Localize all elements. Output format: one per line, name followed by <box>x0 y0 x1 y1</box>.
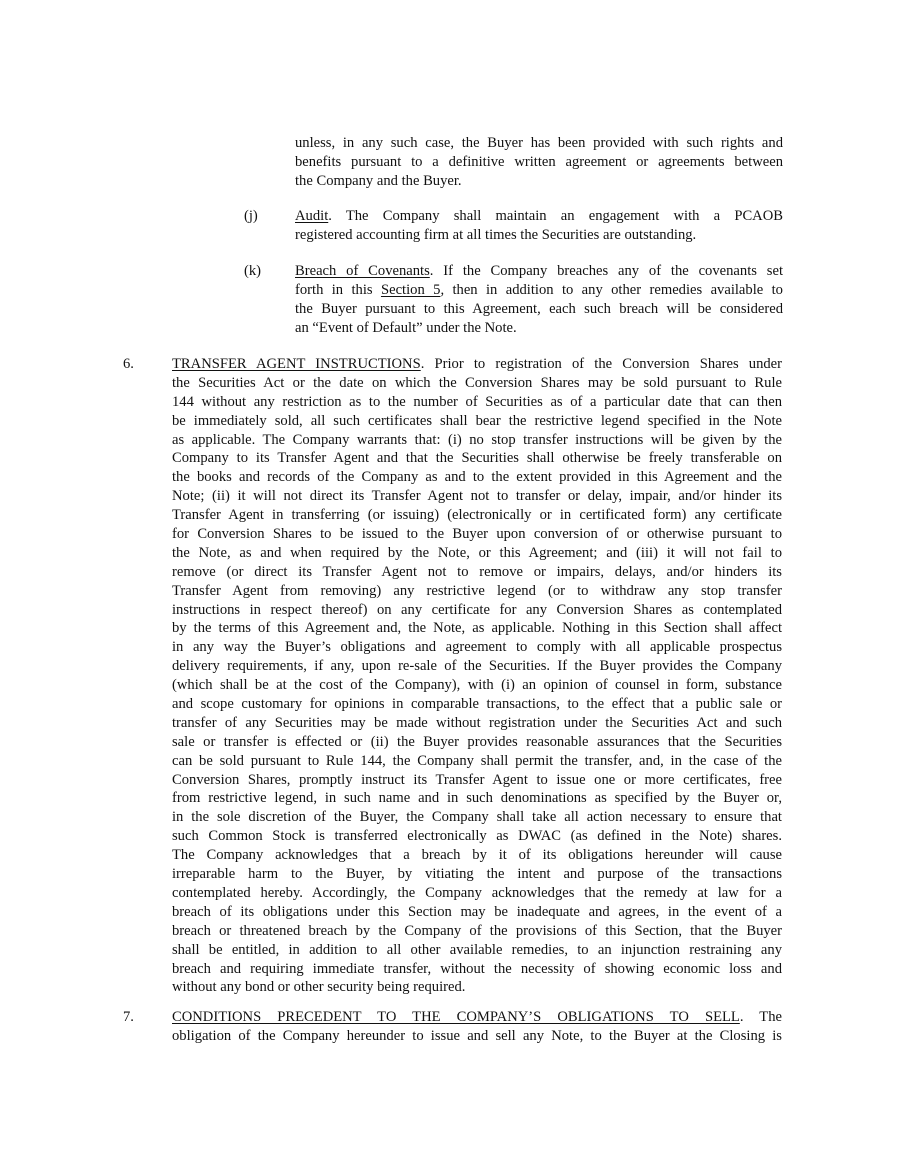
subsection-title-audit: Audit <box>295 208 329 224</box>
text-line: the Buyer pursuant to this Agreement, each such breach will be considered <box>295 300 783 317</box>
subsection-continuation <box>295 134 783 191</box>
subsection-label-k: (k) <box>244 263 262 279</box>
section-title-transfer-agent-instructions: TRANSFER AGENT INSTRUCTIONS <box>172 356 421 372</box>
text-fragment: forth in this <box>295 281 381 298</box>
text-line: shall be entitled, in addition to all other available remedies, to an injunction restraining any <box>172 941 782 958</box>
text-line: for Conversion Shares to be issued to the Buyer upon conversion of or otherwise pursuant to <box>172 526 782 543</box>
section-reference-link: Section 5 <box>380 281 441 298</box>
text-line: instructions in respect thereof) on any certificate for any Conversion Shares as contemplated <box>172 601 782 618</box>
section-7-conditions-precedent <box>172 1008 782 1046</box>
text-line: irreparable harm to the Buyer, by vitiating the intent and purpose of the transactions <box>172 866 782 883</box>
text-line: from restrictive legend, in such name and in such denominations as specified by the Buyer or, <box>172 790 782 807</box>
text-line: breach and requiring immediate transfer, without the necessity of showing economic loss and <box>172 960 782 977</box>
text-line: sale or transfer is effected or (ii) the Buyer provides reasonable assurances that the Securities <box>172 733 782 750</box>
text-line: Note; (ii) it will not direct its Transfer Agent not to transfer or delay, impair, and/or hinder its <box>172 488 782 505</box>
text-line: breach or threatened breach by the Company of the provisions of this Section, that the Buyer <box>172 922 782 939</box>
text-line: in the sole discretion of the Buyer, the Company shall take all action necessary to ensure that <box>172 809 782 826</box>
text-line: The Company acknowledges that a breach by it of its obligations hereunder will cause <box>172 847 782 864</box>
text-fragment: . The Company shall maintain an engagement with a PCAOB <box>328 208 783 224</box>
text-line: Conversion Shares, promptly instruct its Transfer Agent to issue one or more certificates, free <box>172 771 782 788</box>
text-line: delivery requirements, if any, upon re-sale of the Securities. If the Buyer provides the Company <box>172 658 782 675</box>
text-line: be immediately sold, all such certificates shall bear the restrictive legend specified in the Note <box>172 412 782 429</box>
text-line: and scope customary for opinions in comparable transactions, to the effect that a public sale or <box>172 696 782 713</box>
text-line: registered accounting firm at all times the Securities are outstanding. <box>295 226 697 243</box>
text-line: 144 without any restriction as to the number of Securities as of a particular date that can then <box>172 393 782 410</box>
section-title-conditions-precedent: CONDITIONS PRECEDENT TO THE COMPANY’S OBLIGATIONS TO SELL <box>172 1009 740 1025</box>
text-fragment: . If the Company breaches any of the covenants set <box>429 263 783 279</box>
subsection-j <box>295 207 783 245</box>
text-line: (which shall be at the cost of the Company), with (i) an opinion of counsel in form, substance <box>172 677 782 694</box>
text-line: remove (or direct its Transfer Agent not to remove or impairs, delays, and/or hinders its <box>172 563 782 580</box>
text-fragment: . The <box>739 1009 782 1025</box>
text-fragment: . Prior to registration of the Conversion Shares under <box>420 356 782 372</box>
subsection-k <box>295 262 783 338</box>
section-number-7: 7. <box>123 1009 134 1025</box>
text-line: unless, in any such case, the Buyer has been provided with such rights and <box>295 135 783 151</box>
subsection-title-breach-of-covenants: Breach of Covenants <box>295 263 430 279</box>
text-line: Company to its Transfer Agent and that the Securities shall otherwise be freely transferable on <box>172 450 782 467</box>
subsection-label-j: (j) <box>244 208 258 224</box>
text-fragment: , then in addition to any other remedies available to <box>440 281 783 298</box>
text-line: transfer of any Securities may be made without registration under the Securities Act and such <box>172 714 782 731</box>
text-line: as applicable. The Company warrants that: (i) no stop transfer instructions will be given by the <box>172 431 782 448</box>
text-line: by the terms of this Agreement and, the Note, as applicable. Nothing in this Section shall affect <box>172 620 782 637</box>
text-line: the books and records of the Company as and to the extent provided in this Agreement and the <box>172 469 782 486</box>
text-line: obligation of the Company hereunder to issue and sell any Note, to the Buyer at the Closing is <box>172 1027 782 1044</box>
section-number-6: 6. <box>123 356 134 372</box>
text-line: the Note, as and when required by the Note, or this Agreement; and (iii) it will not fail to <box>172 544 782 561</box>
text-line: benefits pursuant to a definitive written agreement or agreements between <box>295 153 783 170</box>
text-line: the Company and the Buyer. <box>295 172 462 189</box>
text-line: in any way the Buyer’s obligations and agreement to comply with all applicable prospectus <box>172 639 782 656</box>
text-line: Transfer Agent in transferring (or issuing) (electronically or in certificated form) any certificate <box>172 507 782 524</box>
text-line: without any bond or other security being required. <box>172 979 466 996</box>
text-line: Transfer Agent from removing) any restrictive legend (or to withdraw any stop transfer <box>172 582 782 599</box>
text-line: an “Event of Default” under the Note. <box>295 319 517 336</box>
text-line: contemplated hereby. Accordingly, the Company acknowledges that the remedy at law for a <box>172 884 782 901</box>
section-6-body <box>172 374 782 997</box>
text-line: the Securities Act or the date on which the Conversion Shares may be sold pursuant to Rule <box>172 374 782 391</box>
text-line: breach of its obligations under this Section may be inadequate and agrees, in the event of a <box>172 903 782 920</box>
text-line: can be sold pursuant to Rule 144, the Company shall permit the transfer, and, in the case of the <box>172 752 782 769</box>
section-6-transfer-agent-instructions <box>172 355 782 997</box>
text-line: such Common Stock is transferred electronically as DWAC (as defined in the Note) shares. <box>172 828 782 845</box>
